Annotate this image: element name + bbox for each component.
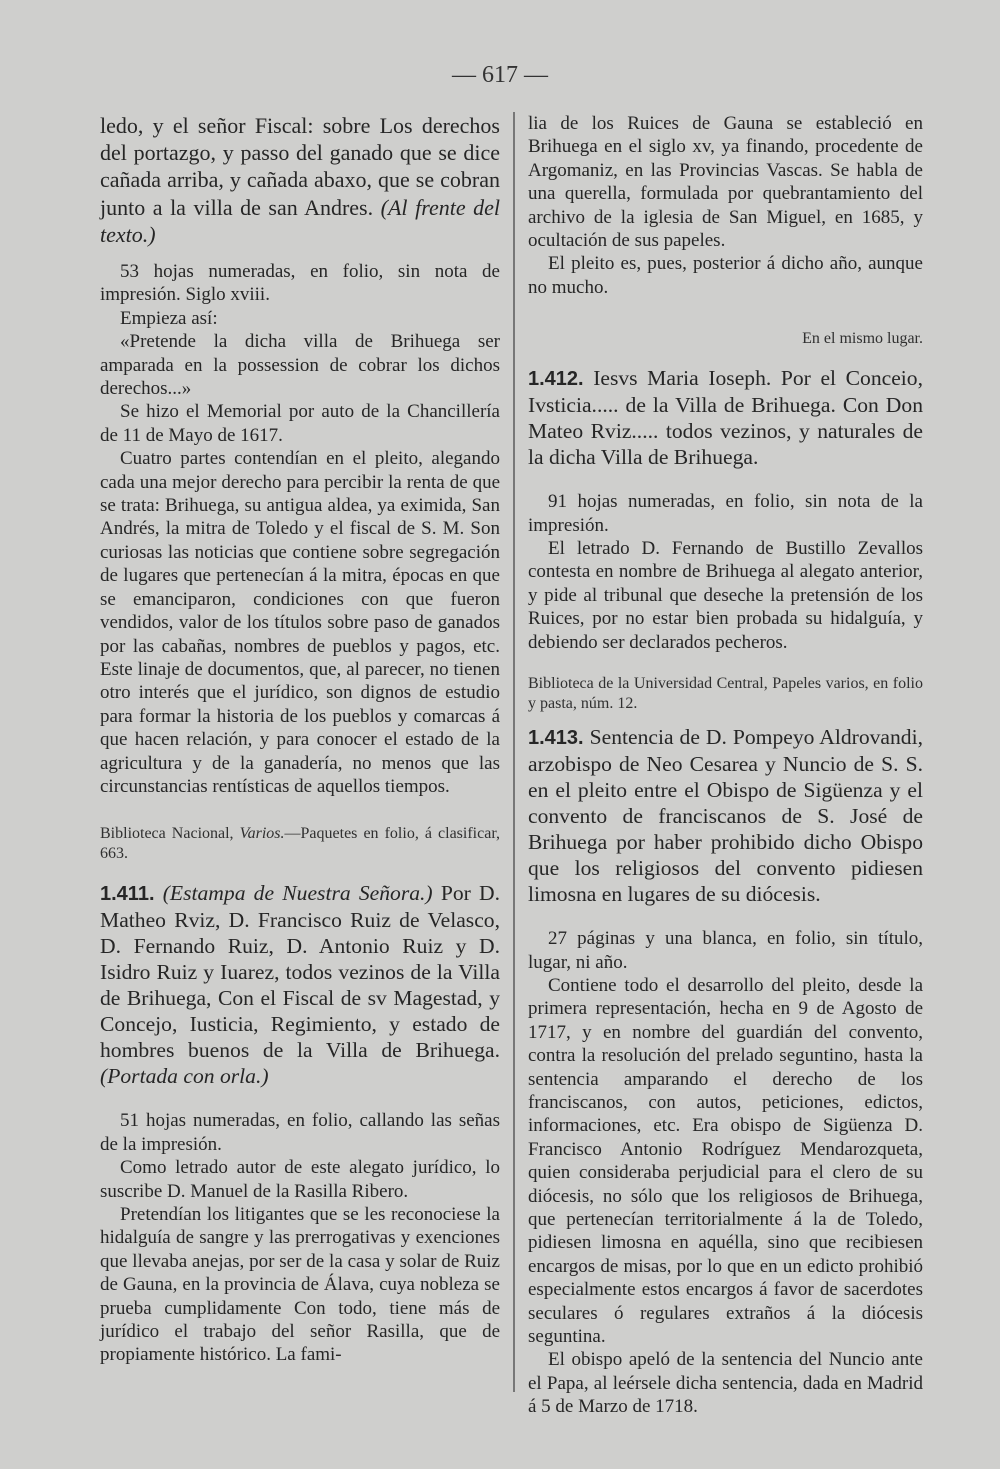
description-paragraph: 91 hojas numeradas, en folio, sin nota de la impresión. [528,491,923,536]
description-paragraph: Cuatro partes contendían en el pleito, alegando cada una mejor derecho para percibir la renta de que se trata: Brihuega, su antigua aldea, ya eximida, San Andrés, la mitra de Toledo y el fiscal de S. M. Son curiosas las noticias que contiene sobre segregación de lugares que pertenecían á la mitra, épocas en que se emanciparon, condiciones con que fueron vendidos, valor de los títulos sobre paso de ganados por las cabañas, nombres de pueblos y pagos, etc. Este linaje de documentos, que, al parecer, no tienen otro interés que el jurídico, son dignos de estudio para formar la historia de los pueblos y comarcas á que hacen relación, y para conocer el estado de la agricultura y de la ganadería, no menos que las circunstancias rentísticas de aquellos tiempos. [100,448,500,797]
source-library: Biblioteca Nacional, [100,825,234,843]
entry-number: 1.413. [528,727,584,750]
entry-number: 1.412. [528,368,584,391]
description-paragraph: Como letrado autor de este alegato jurídico, lo suscribe D. Manuel de la Rasilla Ribero. [100,1157,500,1202]
description-paragraph: Empieza así: [120,307,218,329]
entry-heading [528,365,923,470]
entry-title: Sentencia de D. Pompeyo Aldrovandi, arzobispo de Neo Cesarea y Nuncio de S. S. en el pleito entre el Obispo de Sigüenza y el convento de franciscanos de S. José de Brihuega por haber prohibido dicho Obispo que los religiosos del convento pidiesen limosna en lugares de su diócesis. [528,725,924,907]
entry-note: (Portada con orla.) [100,1064,269,1089]
source-citation: Biblioteca de la Universidad Central, Papeles varios, en folio y pasta, núm. 12. [528,675,923,713]
entry-heading [528,724,923,907]
description-paragraph: 27 páginas y una blanca, en folio, sin título, lugar, ni año. [528,928,923,973]
source-citation [100,824,500,864]
right-column [528,112,923,1419]
description-paragraph: Contiene todo el desarrollo del pleito, desde la primera representación, hecha en 9 de Agosto de 1717, y en nombre del guardián del convento, contra la resolución del prelado seguntino, hasta la sentencia amparando el derecho de los franciscanos, con autos, peticiones, edictos, informaciones, etc. Era obispo de Sigüenza D. Francisco Antonio Rodríguez Mendarozqueta, quien consideraba perjudicial para el clero de su diócesis, no sólo que los religiosos de Brihuega, que pertenecían territorialmente á la de Toledo, pidiesen limosna en aquélla, sino que recibiesen encargos de misas, por lo que en un edicto prohibió especialmente estos encargos á favor de sacerdotes seculares ó regulares extraños á la diócesis seguntina. [528,974,923,1347]
source-detail: —Paquetes en folio, á clasificar, 663. [100,825,501,863]
page-number: — 617 — [452,62,548,88]
description-paragraph: Se hizo el Memorial por auto de la Chancillería de 11 de Mayo de 1617. [100,401,500,446]
entry-title: Por D. Matheo Rviz, D. Francisco Ruiz de Velasco, D. Fernando Ruiz, D. Antonio Ruiz y D. Isidro Ruiz y Iuarez, todos vezinos de la Villa de Brihuega, Con el Fiscal de sv Magestad, y Concejo, Iusticia, Regimiento, y estado de hombres buenos de la Villa de Brihuega. [100,881,500,1063]
entry-number: 1.411. [100,883,155,906]
description-paragraph: lia de los Ruices de Gauna se estableció en Brihuega en el siglo xv, ya finando, procedente de Argomaniz, en las Provincias Vascas. Se habla de una querella, formulada por quebrantamiento del archivo de la iglesia de San Miguel, en 1685, y ocultación de sus papeles. [528,113,923,252]
entry-continuation [100,112,500,248]
left-column [100,112,500,1367]
description-paragraph: El letrado D. Fernando de Bustillo Zevallos contesta en nombre de Brihuega al alegato anterior, y pide al tribunal que deseche la pretensión de los Ruices, por no estar bien probada su hidalguía, y debiendo ser declarados pecheros. [528,538,923,653]
description-paragraph: 53 hojas numeradas, en folio, sin nota de impresión. Siglo xviii. [100,261,500,306]
description-paragraph: 51 hojas numeradas, en folio, callando las señas de la impresión. [100,1110,500,1155]
entry-title: Iesvs Maria Ioseph. Por el Conceio, Ivsticia..... de la Villa de Brihuega. Con Don Mateo Rviz..... todos vezinos, y naturales de la dicha Villa de Brihuega. [528,366,923,470]
description-paragraph: El pleito es, pues, posterior á dicho año, aunque no mucho. [528,253,923,298]
source-citation: En el mismo lugar. [802,330,923,348]
continuation-text: ledo, y el señor Fiscal: sobre Los derechos del portazgo, y passo del ganado que se dice cañada arriba, y cañada abaxo, que se cobran junto a la villa de san Andres. [100,113,500,220]
description-paragraph: El obispo apeló de la sentencia del Nuncio ante el Papa, al leérsele dicha sentencia, dada en Madrid á 5 de Marzo de 1718. [528,1349,923,1418]
quotation-paragraph: «Pretende la dicha villa de Brihuega ser amparada en la possession de cobrar los dichos derechos...» [100,331,500,400]
description-paragraph: Pretendían los litigantes que se les reconociese la hidalguía de sangre y las prerrogativas y exenciones que llevaba anejas, por ser de la casa y solar de Ruiz de Gauna, en la provincia de Álava, cuya nobleza se prueba cumplidamente Con todo, tiene más de jurídico el trabajo del señor Rasilla, que de propiamente histórico. La fami- [100,1203,500,1366]
column-divider [513,112,515,1392]
entry-heading [100,880,500,1089]
source-collection: Varios. [239,825,285,843]
continuation-note: (Al frente del texto.) [100,194,501,247]
entry-note: (Estampa de Nuestra Señora.) [162,881,433,906]
